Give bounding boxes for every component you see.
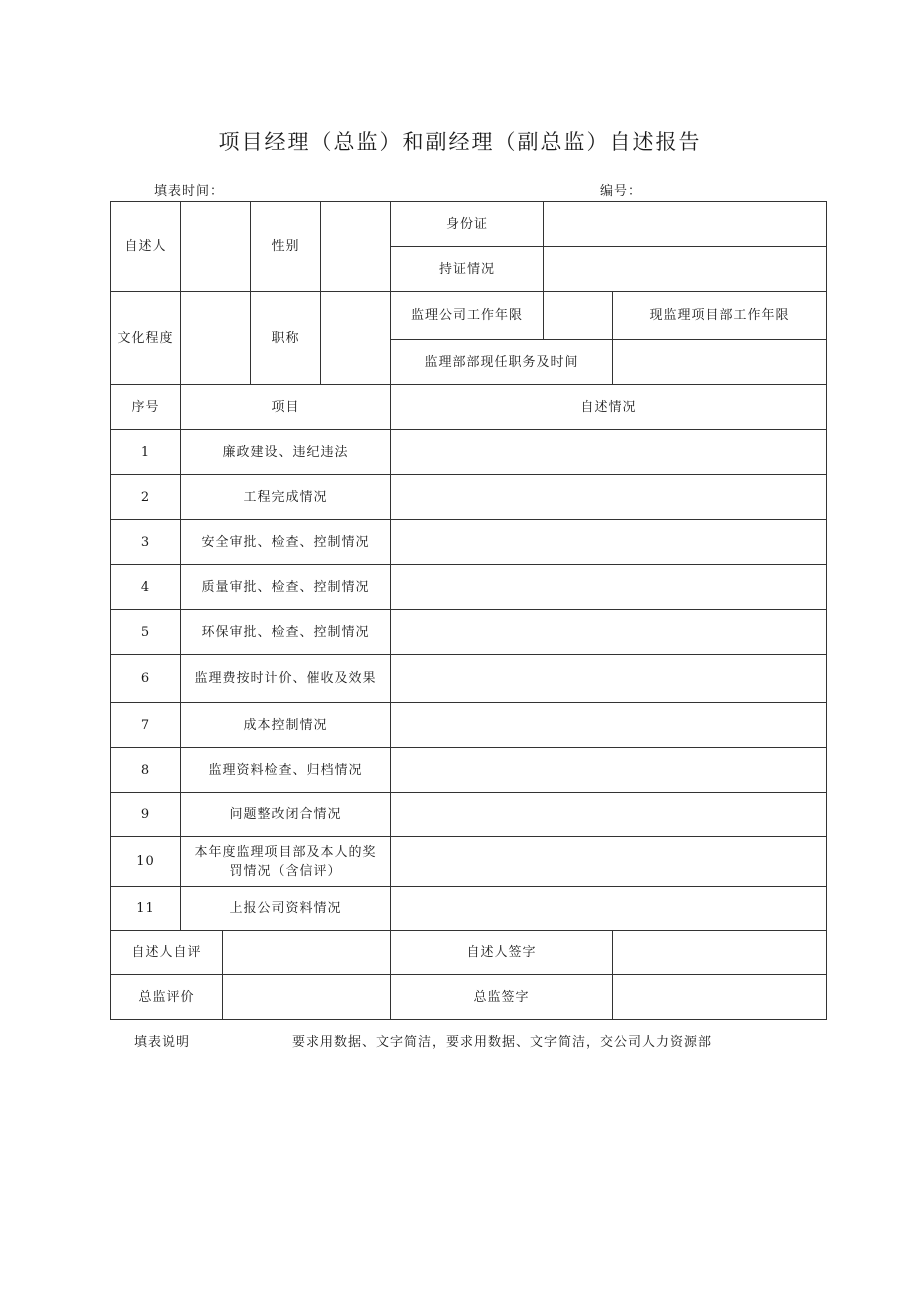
note-text: 要求用数据、文字简洁，要求用数据、文字简洁，交公司人力资源部 [292,1035,713,1050]
row-statement-input[interactable] [391,887,827,931]
row-number: 8 [111,748,181,793]
row-item: 监理费按时计价、催收及效果 [181,655,391,703]
row-number: 11 [111,887,181,931]
statement-header: 自述情况 [391,385,827,430]
row-item: 上报公司资料情况 [181,887,391,931]
id-card-label: 身份证 [391,202,544,247]
row-number: 9 [111,793,181,837]
narrator-label: 自述人 [111,202,181,292]
table-row [111,793,827,837]
row-statement-input[interactable] [391,430,827,475]
row-statement-input[interactable] [391,793,827,837]
item-header: 项目 [181,385,391,430]
row-statement-input[interactable] [391,655,827,703]
chief-sign-label: 总监签字 [391,975,613,1020]
self-eval-label: 自述人自评 [111,931,223,975]
title-rank-value[interactable] [321,292,391,385]
row-item: 廉政建设、违纪违法 [181,430,391,475]
self-eval-value[interactable] [223,931,391,975]
table-row [111,655,827,703]
table-row [111,610,827,655]
chief-sign-value[interactable] [613,975,827,1020]
gender-value[interactable] [321,202,391,292]
row-number: 3 [111,520,181,565]
table-row [111,565,827,610]
row-item: 工程完成情况 [181,475,391,520]
row-statement-input[interactable] [391,703,827,748]
fill-time-label: 填表时间： [154,184,225,199]
row-statement-input[interactable] [391,520,827,565]
row-number: 10 [111,837,181,887]
current-position-label: 监理部部现任职务及时间 [391,340,613,385]
row-item: 监理资料检查、归档情况 [181,748,391,793]
title-rank-label: 职称 [251,292,321,385]
table-row [111,887,827,931]
current-position-value[interactable] [613,340,827,385]
row-number: 5 [111,610,181,655]
education-label: 文化程度 [111,292,181,385]
row-statement-input[interactable] [391,748,827,793]
report-form-table [110,201,827,1020]
row-item: 问题整改闭合情况 [181,793,391,837]
row-number: 2 [111,475,181,520]
row-number: 4 [111,565,181,610]
certificate-label: 持证情况 [391,247,544,292]
table-row [111,748,827,793]
chief-eval-label: 总监评价 [111,975,223,1020]
id-card-value[interactable] [544,202,827,247]
note-label: 填表说明 [134,1035,191,1050]
row-item [181,837,391,887]
table-row [111,430,827,475]
row-item: 环保审批、检查、控制情况 [181,610,391,655]
number-label: 编号： [600,184,643,199]
row-number: 7 [111,703,181,748]
company-years-value[interactable] [544,292,613,340]
narrator-value[interactable] [181,202,251,292]
row-item: 安全审批、检查、控制情况 [181,520,391,565]
row-item: 质量审批、检查、控制情况 [181,565,391,610]
certificate-value[interactable] [544,247,827,292]
education-value[interactable] [181,292,251,385]
gender-label: 性别 [251,202,321,292]
row-statement-input[interactable] [391,565,827,610]
row-number: 1 [111,430,181,475]
table-row [111,837,827,887]
company-years-label: 监理公司工作年限 [391,292,544,340]
seq-header: 序号 [111,385,181,430]
page-title: 项目经理（总监）和副经理（副总监）自述报告 [218,130,702,154]
current-dept-years-label: 现监理项目部工作年限 [613,292,827,340]
row-statement-input[interactable] [391,837,827,887]
chief-eval-value[interactable] [223,975,391,1020]
row-statement-input[interactable] [391,475,827,520]
row-item: 成本控制情况 [181,703,391,748]
row-statement-input[interactable] [391,610,827,655]
table-row [111,520,827,565]
row-item-line-1: 本年度监理项目部及本人的奖 [194,844,377,860]
row-item-line-2: 罚情况（含信评） [229,863,342,879]
table-row [111,475,827,520]
self-sign-label: 自述人签字 [391,931,613,975]
row-number: 6 [111,655,181,703]
table-row [111,703,827,748]
self-sign-value[interactable] [613,931,827,975]
